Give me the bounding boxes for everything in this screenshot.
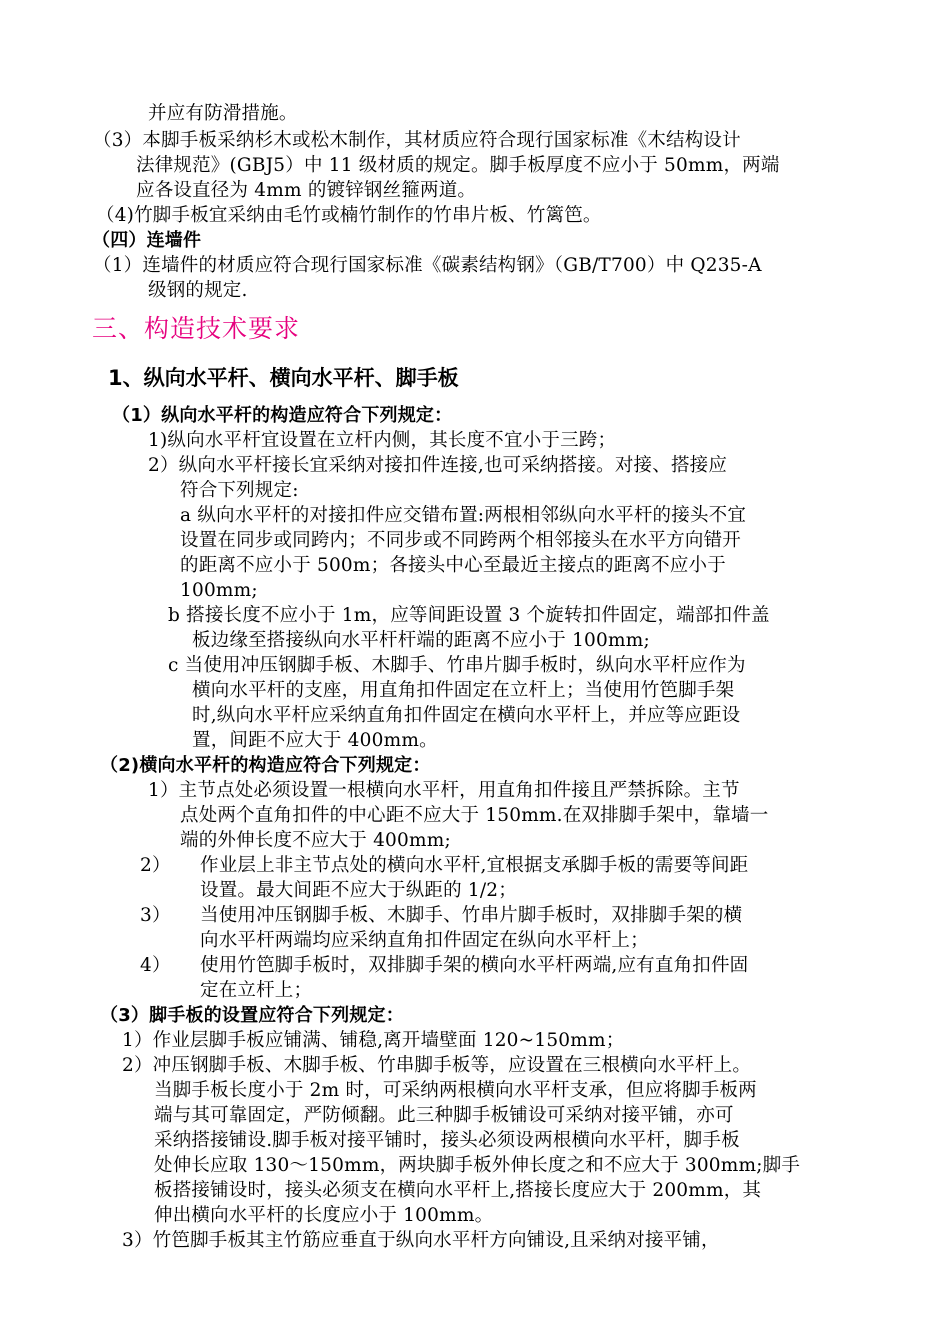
text-line: 点处两个直角扣件的中心距不应大于 150mm.在双排脚手架中，靠墙一 [180,805,769,826]
text-line: 横向水平杆的支座，用直角扣件固定在立杆上；当使用竹笆脚手架 [192,680,735,701]
text-line: 符合下列规定: [180,480,299,501]
text-line: 伸出横向水平杆的长度应小于 100mm。 [154,1205,494,1226]
text-line: 级钢的规定. [148,280,248,301]
text-line: 的距离不应小于 500m；各接头中心至最近主接点的距离不应小于 [180,555,726,576]
text-line: 采纳搭接铺设.脚手板对接平铺时，接头必须设两根横向水平杆，脚手板 [154,1130,740,1151]
text-line: 板边缘至搭接纵向水平杆杆端的距离不应小于 100mm; [192,630,650,651]
text-line: 端的外伸长度不应大于 400mm; [180,830,451,851]
text-line: 1）作业层脚手板应铺满、铺稳,离开墙壁面 120~150mm； [122,1030,625,1051]
text-line: 作业层上非主节点处的横向水平杆,宜根据支承脚手板的需要等间距 [200,855,749,876]
text-line: 设置在同步或同跨内；不同步或不同跨两个相邻接头在水平方向错开 [180,530,742,551]
text-line: 1）主节点处必须设置一根横向水平杆，用直角扣件接且严禁拆除。主节 [148,780,740,801]
text-line: a 纵向水平杆的对接扣件应交错布置:两根相邻纵向水平杆的接头不宜 [180,505,747,526]
subsection-heading: （四）连墙件 [92,230,202,251]
list-number: 3） [140,905,171,926]
text-line: 应各设直径为 4mm 的镀锌钢丝箍两道。 [136,180,477,201]
text-line: 并应有防滑措施。 [148,103,298,124]
text-line: （1）连墙件的材质应符合现行国家标准《碳素结构钢》（GB/T700）中 Q235-A [93,255,762,276]
text-line: （4)竹脚手板宜采纳由毛竹或楠竹制作的竹串片板、竹篱笆。 [96,205,602,226]
text-line: 当脚手板长度小于 2m 时，可采纳两根横向水平杆支承，但应将脚手板两 [154,1080,757,1101]
text-line: 100mm; [180,580,258,601]
text-line: 1)纵向水平杆宜设置在立杆内侧，其长度不宜小于三跨； [148,430,617,451]
text-line: 端与其可靠固定，严防倾翻。此三种脚手板铺设可采纳对接平铺，亦可 [154,1105,734,1126]
text-line: 设置。最大间距不应大于纵距的 1/2； [200,880,517,901]
text-line: 2）纵向水平杆接长宜采纳对接扣件连接,也可采纳搭接。对接、搭接应 [148,455,728,476]
text-line: 当使用冲压钢脚手板、木脚手、竹串片脚手板时，双排脚手架的横 [200,905,743,926]
text-line: b 搭接长度不应小于 1m，应等间距设置 3 个旋转扣件固定，端部扣件盖 [168,605,770,626]
text-line: 置，间距不应大于 400mm。 [192,730,438,751]
text-line: 板搭接铺设时，接头必须支在横向水平杆上,搭接长度应大于 200mm，其 [154,1180,762,1201]
clause-heading: （1）纵向水平杆的构造应符合下列规定： [112,405,453,426]
text-line: 使用竹笆脚手板时，双排脚手架的横向水平杆两端,应有直角扣件固 [200,955,749,976]
text-line: 向水平杆两端均应采纳直角扣件固定在纵向水平杆上； [200,930,649,951]
text-line: 处伸长应取 130～150mm，两块脚手板外伸长度之和不应大于 300mm;脚手 [154,1155,801,1176]
clause-heading: （2)横向水平杆的构造应符合下列规定： [100,755,431,776]
clause-heading: （3）脚手板的设置应符合下列规定： [100,1005,404,1026]
section-subheading: 1、纵向水平杆、横向水平杆、脚手板 [108,366,459,390]
list-number: 4） [140,955,171,976]
list-number: 2） [140,855,171,876]
text-line: 时,纵向水平杆应采纳直角扣件固定在横向水平杆上，并应等应距设 [192,705,741,726]
text-line: 法律规范》(GBJ5）中 11 级材质的规定。脚手板厚度不应小于 50mm，两端 [136,155,780,176]
text-line: 3）竹笆脚手板其主竹筋应垂直于纵向水平杆方向铺设,且采纳对接平铺， [122,1230,720,1251]
text-line: （3）本脚手板采纳杉木或松木制作，其材质应符合现行国家标准《木结构设计 [93,130,741,151]
section-heading: 三、构造技术要求 [92,314,301,343]
text-line: c 当使用冲压钢脚手板、木脚手、竹串片脚手板时，纵向水平杆应作为 [168,655,746,676]
text-line: 定在立杆上； [200,980,313,1001]
text-line: 2）冲压钢脚手板、木脚手板、竹串脚手板等，应设置在三根横向水平杆上。 [122,1055,752,1076]
